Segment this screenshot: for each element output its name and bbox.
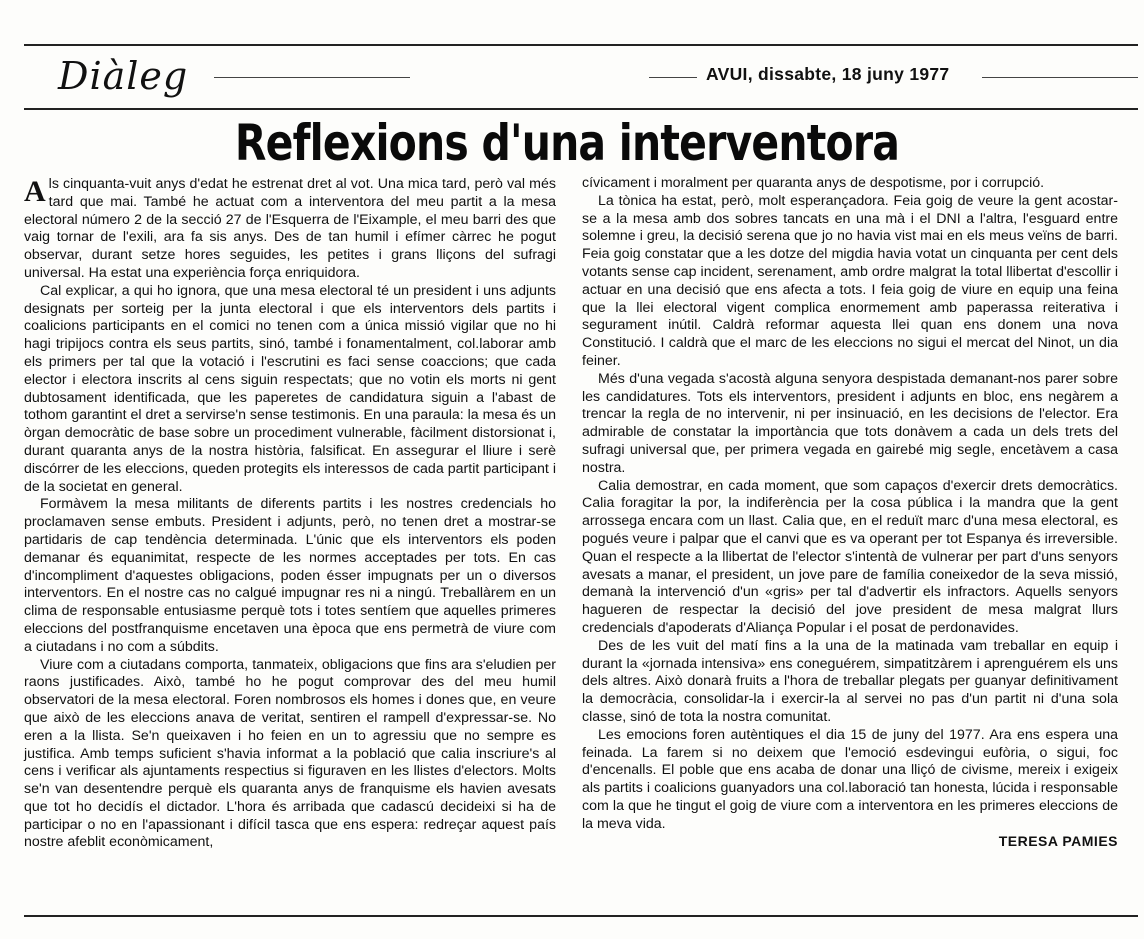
article-headline: Reflexions d'una interventora xyxy=(234,114,900,172)
article-paragraph: Formàvem la mesa militants de diferents partits i les nostres credencials ho proclamaven sense embuts. President i adjunts, però, no tenen dret a mostrar-se partidaris de cap tendència determinada. L'únic que els interventors els poden demanar és equanimitat, respecte de les normes acceptades per tots. En cas d'incompliment d'aquestes obligacions, poden ésser impugnats per un o diversos interventors. En el nostre cas no calgué impugnar res ni a ningú. Treballàrem en un clima de responsable entusiasme perquè tots i totes sentíem que aquelles primeres eleccions del postfranquisme encetaven una època que ens permetrà de viure com a ciutadans i no com a súbdits. xyxy=(24,496,556,655)
author-signature: TERESA PAMIES xyxy=(998,833,1118,850)
dateline: AVUI, dissabte, 18 juny 1977 xyxy=(706,64,950,84)
section-title: Diàleg xyxy=(58,54,189,98)
drop-cap: A xyxy=(24,175,46,208)
top-rule xyxy=(24,44,1138,46)
article-paragraph: Als cinquanta-vuit anys d'edat he estrenat dret al vot. Una mica tard, però val més tard que mai. També he actuat com a interventora del meu partit a la mesa electoral número 2 de la secció 27 de l'Esquerra de l'Eixample, el meu barri des que vaig tornar de l'exili, ara fa sis anys. Des de tan humil i efímer càrrec he pogut observar, durant setze hores seguides, les petites i grans lliçons del sufragi universal. Ha estat una experiència força enriquidora. xyxy=(24,175,556,281)
article-paragraph: Les emocions foren autèntiques el dia 15 de juny del 1977. Ara ens espera una feinada. La farem si no deixem que l'emoció esdevingui eufòria, o sigui, foc d'encenalls. El poble que ens acaba de donar una lliçó de civisme, mereix i exigeix als partits i coalicions guanyadors una col.laboració tan honesta, lúcida i responsable com la que he tingut el goig de viure com a interventora en les primeres eleccions de la meva vida. xyxy=(582,726,1118,832)
article-paragraph: La tònica ha estat, però, molt esperançadora. Feia goig de veure la gent acostar-se a la mesa amb dos sobres tancats en una mà i el DNI a l'altra, l'esguard entre solemne i greu, la decisió serena que jo no havia vist mai en els meus veïns de barri. Feia goig constatar que a les dotze del migdia havia votat un cinquanta per cent dels votants sense cap incident, serenament, amb ordre malgrat la total llibertat d'escollir i actuar en una decisió que ens afecta a tots. I feia goig de viure en equip una feina que la llei electoral vigent complica enormement amb paperassa reiterativa i segurament inútil. Caldrà reformar aquesta llei quan ens donem una nova Constitució. I caldrà que el marc de les eleccions no sigui el mercat del Ninot, un dia feiner. xyxy=(582,192,1118,369)
article-paragraph-continued: cívicament i moralment per quaranta anys de despotisme, por i corrupció. xyxy=(582,175,1045,191)
article-paragraph: Cal explicar, a qui ho ignora, que una mesa electoral té un president i uns adjunts designats per sorteig per la junta electoral i que els interventors dels partits i coalicions participants en el comici no tenen com a única missió vigilar que no hi hagi tripijocs contra els seus partits, sinó, també i fonamentalment, col.laborar amb els primers per tal que la votació i l'escrutini es faci sense coaccions; que cada elector i electora inscrits al cens siguin respectats; que no votin els morts ni gent dubtosament identificada, que les paperetes de candidatura siguin a l'abast de tothom garantint el dret a servirse'n sense testimonis. En una paraula: la mesa és un òrgan democràtic de base sobre un procediment vulnerable, fàcilment distorsionat i, durant quaranta anys de la nostra història, falsificat. En assegurar el lliure i serè discórrer de les eleccions, queden protegits els interessos de cada partit participant i de la societat en general. xyxy=(24,282,556,495)
article-paragraph: Viure com a ciutadans comporta, tanmateix, obligacions que fins ara s'eludien per raons justificades. Això, també ho he pogut comprovar des del meu humil observatori de la mesa electoral. Foren nombrosos els homes i dones que, en veure que això de les eleccions anava de veritat, sentiren el rampell d'expressar-se. No eren a la llista. Se'n queixaven i ho feien en un to agressiu que no sempre es justifica. Amb temps suficient s'havia informat a la població que calia inscriure's al cens i verificar als ajuntaments respectius si figuraven en les llistes d'electors. Molts se'n van desentendre perquè els quaranta anys de franquisme els havien avesats que tot ho decidís el dictador. L'hora és arribada que cadascú decideixi si ha de participar o no en l'apassionant i difícil tasca que ens espera: redreçar aquest país nostre afeblit econòmicament, xyxy=(24,656,556,851)
dateline-lead-line xyxy=(649,77,697,78)
section-divider-line xyxy=(214,77,410,78)
article-paragraph: Més d'una vegada s'acostà alguna senyora despistada demanant-nos parer sobre les candidatures. Tots els interventors, president i adjunts en bloc, ens negàrem a trencar la regla de no intervenir, ni per insinuació, en les decisions de l'elector. Era admirable de constatar la importància que tots donàvem a cada un dels trets del sufragi universal que, per primera vegada en gairebé mig segle, encetàvem a casa nostra. xyxy=(582,370,1118,476)
article-paragraph: Des de les vuit del matí fins a la una de la matinada vam treballar en equip i durant la «jornada intensiva» ens coneguérem, simpatitzàrem i aprenguérem els uns dels altres. Això donarà fruits a l'hora de treballar plegats per guanyar definitivament la democràcia, consolidar-la i exercir-la al servei no pas d'un partit ni d'una sola classe, sinó de tota la nostra comunitat. xyxy=(582,637,1118,725)
article-paragraph: Calia demostrar, en cada moment, que som capaços d'exercir drets democràtics. Calia foragitar la por, la indiferència per la cosa pública i la mandra que la gent arrossega encara com un llast. Calia que, en el reduït marc d'una mesa electoral, es pogués veure i palpar que el canvi que es va operant per tot Espanya és irreversible. Quan el respecte a la llibertat de l'elector s'intentà de vulnerar per part d'uns senyors avesats a manar, el president, un jove pare de família coneixedor de la seva missió, demanà la intervenció d'un «gris» per tal d'advertir els infractors. Aquells senyors hagueren de respectar la decisió del jove president de mesa malgrat llurs credencials d'apoderats d'Aliança Popular i el posat de perdonavides. xyxy=(582,477,1118,636)
header-rule xyxy=(24,108,1138,110)
page-header xyxy=(24,52,1138,102)
article-column-left xyxy=(24,176,556,852)
dateline-tail-line xyxy=(982,77,1138,78)
article-column-right xyxy=(582,175,1118,851)
bottom-rule xyxy=(24,915,1138,917)
